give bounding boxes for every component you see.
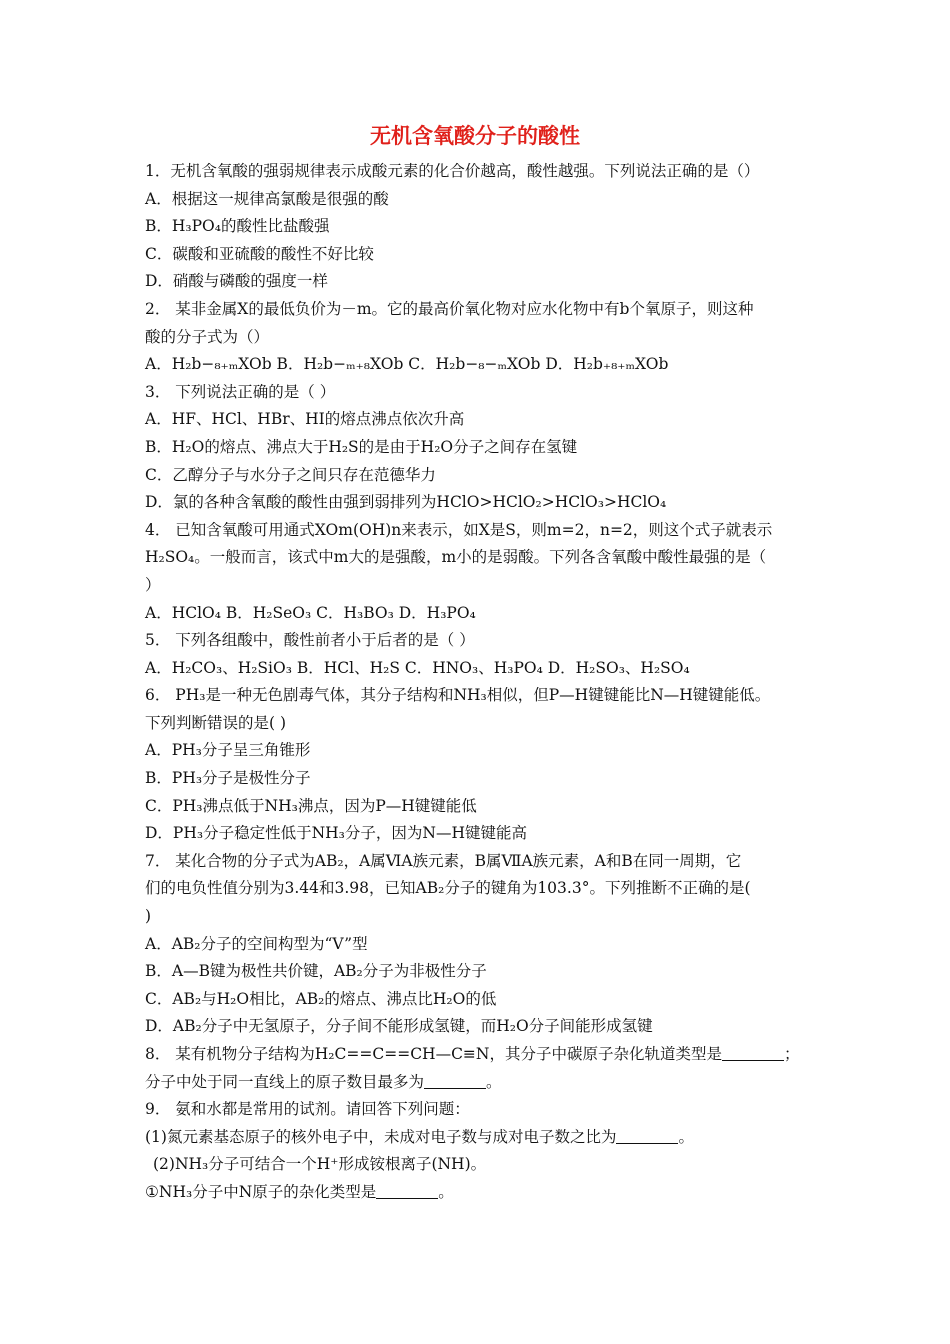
question-text: ①NH₃分子中N原子的杂化类型是	[145, 1182, 377, 1201]
text-line: B．A—B键为极性共价键，AB₂分子为非极性分子	[145, 962, 487, 981]
question-text: (1)氮元素基态原子的核外电子中，未成对电子数与成对电子数之比为	[145, 1127, 617, 1146]
text-line	[145, 1069, 810, 1097]
text-line: H₂SO₄。一般而言，该式中m大的是强酸，m小的是弱酸。下列各含氧酸中酸性最强的是（	[145, 548, 767, 567]
text-line: 5． 下列各组酸中，酸性前者小于后者的是（ ）	[145, 631, 475, 650]
punctuation: 。	[438, 1182, 454, 1201]
text-line: )	[145, 907, 152, 926]
text-line: A．HClO₄ B．H₂SeO₃ C．H₃BO₃ D．H₃PO₄	[145, 603, 476, 622]
question-text: 8． 某有机物分子结构为H₂C==C==CH—C≡N，其分子中碳原子杂化轨道类型是	[145, 1045, 722, 1063]
question-content	[145, 158, 810, 1207]
text-line: B．H₂O的熔点、沸点大于H₂S的是由于H₂O分子之间存在氢键	[145, 437, 578, 456]
text-line: C．PH₃沸点低于NH₃沸点，因为P—H键键能低	[145, 796, 477, 815]
text-line: 下列判断错误的是( )	[145, 713, 287, 732]
text-line: 7． 某化合物的分子式为AB₂，A属ⅥA族元素，B属ⅦA族元素，A和B在同一周期，它	[145, 851, 742, 870]
text-line: ）	[145, 575, 161, 594]
text-line: 9． 氨和水都是常用的试剂。请回答下列问题：	[145, 1100, 470, 1119]
text-line: D．PH₃分子稳定性低于NH₃分子，因为N—H键键能高	[145, 824, 527, 843]
text-line: C．乙醇分子与水分子之间只存在范德华力	[145, 465, 436, 484]
text-line: D．AB₂分子中无氢原子，分子间不能形成氢键，而H₂O分子间能形成氢键	[145, 1017, 653, 1036]
text-line: 4． 已知含氧酸可用通式XOm(OH)n来表示，如X是S，则m=2，n=2，则这个式子就表示	[145, 520, 773, 539]
text-line: A．HF、HCl、HBr、HI的熔点沸点依次升高	[145, 410, 465, 429]
text-line: D．氯的各种含氧酸的酸性由强到弱排列为HClO>HClO₂>HClO₃>HClO₄	[145, 493, 667, 512]
punctuation: ；	[783, 1045, 800, 1063]
text-line	[145, 1041, 810, 1069]
answer-blank[interactable]	[376, 1180, 438, 1199]
text-line: A．根据这一规律高氯酸是很强的酸	[145, 189, 389, 208]
text-line: 2． 某非金属X的最低负价为－m。它的最高价氧化物对应水化物中有b个氧原子，则这种	[145, 299, 754, 318]
text-line: A．H₂CO₃、H₂SiO₃ B．HCl、H₂S C．HNO₃、H₃PO₄ D．H₂SO₃、H₂SO₄	[145, 658, 690, 677]
text-line: A．AB₂分子的空间构型为“V”型	[145, 934, 368, 953]
text-line: B．H₃PO₄的酸性比盐酸强	[145, 217, 330, 236]
page-title: 无机含氧酸分子的酸性	[370, 124, 580, 148]
text-line: A．H₂b−₈₊ₘXOb B．H₂b−ₘ₊₈XOb C．H₂b−₈−ₘXOb D．H₂b₊₈₊ₘXOb	[145, 355, 669, 374]
text-line: 3． 下列说法正确的是（ ）	[145, 382, 336, 401]
question-text: 分子中处于同一直线上的原子数目最多为	[145, 1072, 425, 1091]
answer-blank[interactable]	[616, 1125, 678, 1144]
text-line: A．PH₃分子呈三角锥形	[145, 741, 311, 760]
text-line: 们的电负性值分别为3.44和3.98，已知AB₂分子的键角为103.3°。下列推断不正确的是(	[145, 879, 751, 898]
text-line: 酸的分子式为（）	[145, 327, 270, 346]
text-line: C．碳酸和亚硫酸的酸性不好比较	[145, 244, 374, 263]
text-line: B．PH₃分子是极性分子	[145, 769, 311, 788]
text-line: C．AB₂与H₂O相比，AB₂的熔点、沸点比H₂O的低	[145, 989, 497, 1008]
text-line: 1．无机含氧酸的强弱规律表示成酸元素的化合价越高，酸性越强。下列说法正确的是（）	[145, 162, 760, 180]
text-line	[145, 1124, 810, 1152]
text-line: (2)NH₃分子可结合一个H⁺形成铵根离子(NH)。	[153, 1155, 487, 1174]
punctuation: 。	[486, 1072, 502, 1091]
answer-blank[interactable]	[424, 1070, 486, 1089]
answer-blank[interactable]	[722, 1042, 784, 1061]
text-line: 6． PH₃是一种无色剧毒气体，其分子结构和NH₃相似，但P—H键键能比N—H键键能低。	[145, 686, 771, 705]
text-line	[145, 1179, 810, 1207]
punctuation: 。	[678, 1127, 694, 1146]
text-line: D．硝酸与磷酸的强度一样	[145, 272, 328, 291]
